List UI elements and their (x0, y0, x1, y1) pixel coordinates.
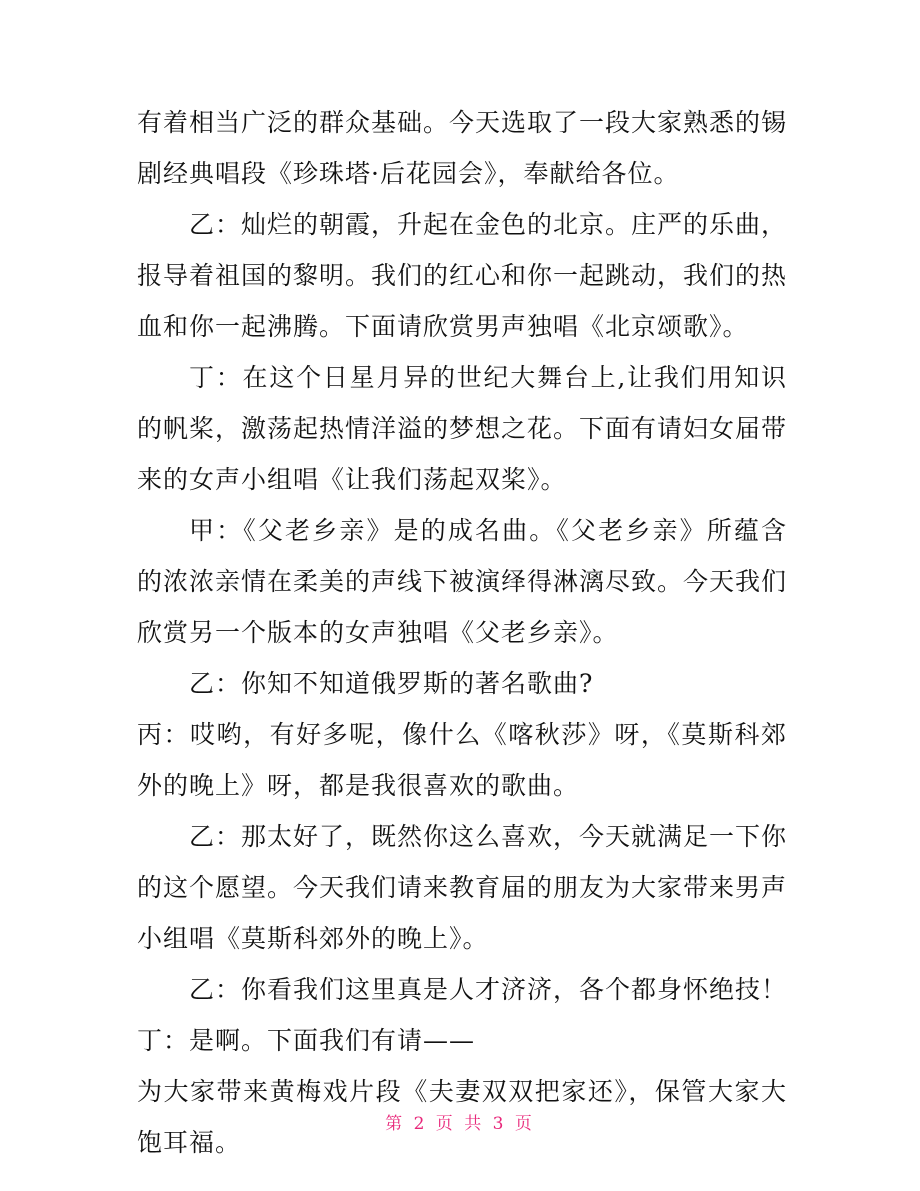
page-number-footer: 第 2 页 共 3 页 (385, 1114, 535, 1134)
paragraph: 丙：哎哟，有好多呢，像什么《喀秋莎》呀，《莫斯科郊外的晚上》呀，都是我很喜欢的歌曲。 (137, 720, 787, 800)
paragraph: 乙：灿烂的朝霞，升起在金色的北京。庄严的乐曲，报导着祖国的黎明。我们的红心和你一起跳动，我们的热血和你一起沸腾。下面请欣赏男声独唱《北京颂歌》。 (137, 210, 788, 341)
document-body (137, 97, 787, 1168)
paragraph: 乙：你知不知道俄罗斯的著名歌曲? (189, 669, 594, 698)
paragraph: 乙：你看我们这里真是人才济济，各个都身怀绝技！ (189, 975, 788, 1004)
paragraph: 有着相当广泛的群众基础。今天选取了一段大家熟悉的锡剧经典唱段《珍珠塔·后花园会》，奉献给各位。 (137, 108, 788, 188)
paragraph: 丁：是啊。下面我们有请—— (137, 1026, 476, 1055)
paragraph: 为大家带来黄梅戏片段《夫妻双双把家还》，保管大家大饱耳福。 (137, 1077, 787, 1157)
paragraph: 甲：《父老乡亲》是的成名曲。《父老乡亲》所蕴含的浓浓亲情在柔美的声线下被演绎得淋漓尽致。今天我们欣赏另一个版本的女声独唱《父老乡亲》。 (137, 516, 788, 647)
paragraph: 丁：在这个日星月异的世纪大舞台上,让我们用知识的帆桨，激荡起热情洋溢的梦想之花。下面有请妇女届带来的女声小组唱《让我们荡起双桨》。 (137, 363, 788, 494)
paragraph: 乙：那太好了，既然你这么喜欢，今天就满足一下你的这个愿望。今天我们请来教育届的朋友为大家带来男声小组唱《莫斯科郊外的晚上》。 (137, 822, 788, 953)
